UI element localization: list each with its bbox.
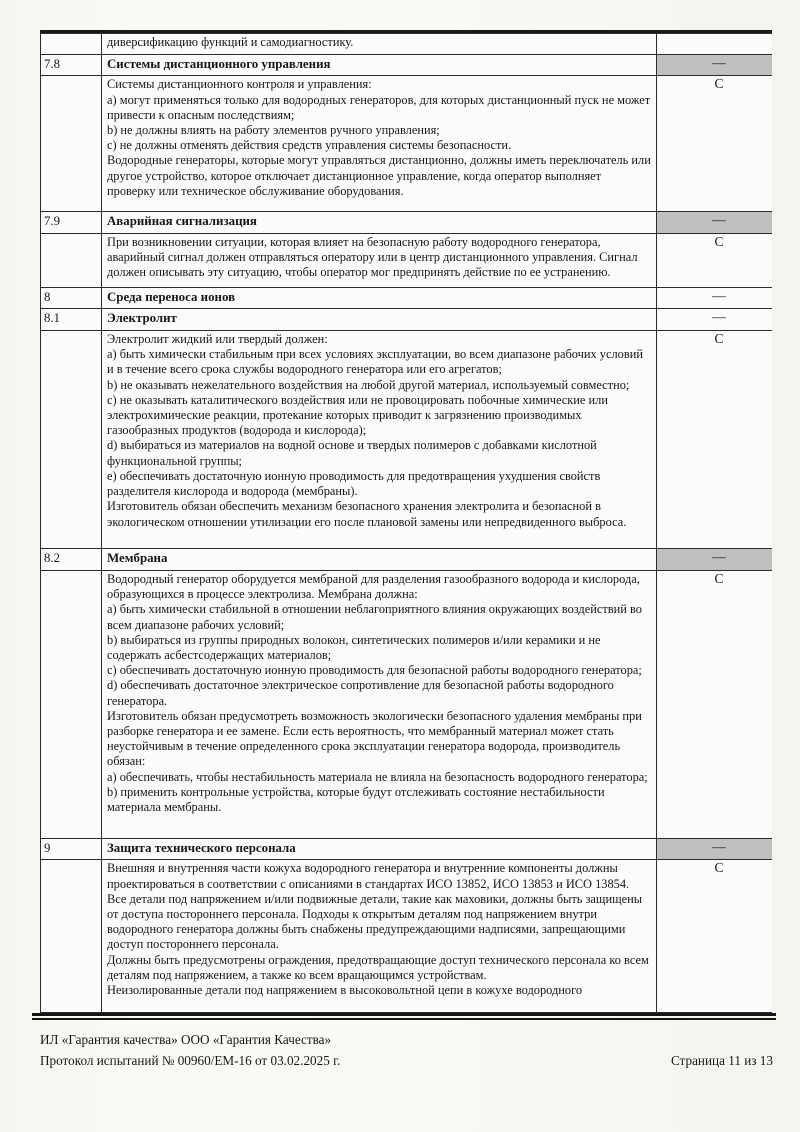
row-title: Защита технического персонала <box>107 840 296 855</box>
footer-page-indicator: Страница 11 из 13 <box>670 1053 773 1068</box>
row-title: Среда переноса ионов <box>107 289 236 304</box>
row-title: Электролит <box>107 311 177 326</box>
table-row <box>41 549 773 571</box>
paragraph: Внешняя и внутренняя части кожуха водородного генератора и внутренние компоненты должны проектироваться в соответствии с описаниями в стандартах ИСО 13852, ИСО 13853 и ИСО 13854. <box>107 861 630 891</box>
row-number <box>41 34 102 55</box>
row-status <box>657 34 773 55</box>
paragraph: Неизолированные детали под напряжением в высоковольтной цепи в кожухе водородного <box>107 983 583 997</box>
paragraph: Все детали под напряжением и/или подвижные детали, такие как маховики, должны быть защищены от доступа постороннего персонала. Подходы к открытым деталям под напряжением внутри водородного генератора должны быть снабжены предупреждающими надписями, запрещающими доступ постороннего персонала. <box>107 891 643 952</box>
row-status: — <box>657 212 773 234</box>
table-body <box>41 34 773 1013</box>
table-row <box>41 838 773 860</box>
row-number <box>41 860 102 1013</box>
paragraph: Водородные генераторы, которые могут управляться дистанционно, должны иметь переключатель или другое устройство, которое отключает дистанционное управление, когда оператор выполняет проверку или техническое обслуживание оборудования. <box>107 153 651 198</box>
paragraph: e) обеспечивать достаточную ионную проводимость для предотвращения ухудшения свойств разделителя кислорода и водорода (мембраны). <box>107 468 601 499</box>
paragraph: b) не должны влиять на работу элементов ручного управления; <box>107 123 440 138</box>
row-status: С <box>657 331 773 549</box>
row-status: — <box>657 309 773 331</box>
paragraph: a) могут применяться только для водородных генераторов, для которых дистанционный пуск не может привести к опасным последствиям; <box>107 92 651 122</box>
footer-divider <box>32 1013 776 1020</box>
row-number <box>41 571 102 839</box>
row-title: Системы дистанционного управления <box>107 56 331 71</box>
paragraph: Должны быть предусмотрены ограждения, предотвращающие доступ технического персонала ко всем деталям под напряжением, а также ко всем вращающимся устройствам. <box>107 952 649 982</box>
table-row <box>41 309 773 331</box>
paragraph: Водородный генератор оборудуется мембраной для разделения газообразного водорода и кислорода, образующихся в процессе электролиза. Мембрана должна: <box>107 572 640 602</box>
row-number: 7.8 <box>41 54 102 76</box>
row-status: — <box>657 287 773 309</box>
row-status: С <box>657 860 773 1013</box>
paragraph: При возникновении ситуации, которая влияет на безопасную работу водородного генератора, аварийный сигнал должен отправляться оператору или в центр дистанционного управления. Сигнал должен описывать эту ситуацию, чтобы оператор мог предпринять действие по ее устранению. <box>107 235 638 280</box>
row-number <box>41 331 102 549</box>
requirements-table-wrap <box>40 30 772 1013</box>
paragraph: Системы дистанционного контроля и управления: <box>107 77 372 92</box>
table-row <box>41 287 773 309</box>
table-row <box>41 212 773 234</box>
row-text <box>102 212 657 234</box>
row-text <box>102 549 657 571</box>
paragraph: b) выбираться из группы природных волокон, синтетических полимеров и/или керамики и не содержать асбестсодержащих материалов; <box>107 632 601 663</box>
page-footer <box>40 1029 773 1071</box>
paragraph: b) применить контрольные устройства, которые будут отслеживать состояние нестабильности материала мембраны. <box>107 784 605 815</box>
paragraph: d) выбираться из материалов на водной основе и твердых полимеров с добавками кислотной функциональной группы; <box>107 438 597 468</box>
row-number: 9 <box>41 838 102 860</box>
row-text <box>102 571 657 839</box>
table-row <box>41 331 773 549</box>
paragraph: a) быть химически стабильной в отношении неблагоприятного влияния окружающих воздействий во всем диапазоне рабочих условий; <box>107 602 642 632</box>
row-text <box>102 309 657 331</box>
row-text <box>102 838 657 860</box>
row-text <box>102 34 657 55</box>
row-status: С <box>657 571 773 839</box>
table-row <box>41 76 773 212</box>
paragraph: Изготовитель обязан обеспечить механизм безопасного хранения электролита и безопасной в экологическом отношении утилизации его после плановой замены или непредвиденного выброса. <box>107 499 627 529</box>
paragraph: b) не оказывать нежелательного воздействия на любой другой материал, используемый совместно; <box>107 377 630 392</box>
row-text <box>102 331 657 549</box>
row-text <box>102 234 657 288</box>
row-status: С <box>657 234 773 288</box>
row-number: 8.1 <box>41 309 102 331</box>
table-row <box>41 860 773 1013</box>
row-title: Аварийная сигнализация <box>107 214 257 229</box>
row-number: 8 <box>41 287 102 309</box>
footer-protocol-line: Протокол испытаний № 00960/ЕМ-16 от 03.02.2025 г. <box>40 1053 341 1068</box>
table-row <box>41 34 773 55</box>
table-row <box>41 54 773 76</box>
paragraph: диверсификацию функций и самодиагностику. <box>107 35 354 49</box>
row-number: 8.2 <box>41 549 102 571</box>
table-row <box>41 571 773 839</box>
row-title: Мембрана <box>107 551 168 566</box>
row-number: 7.9 <box>41 212 102 234</box>
paragraph: Электролит жидкий или твердый должен: <box>107 332 328 347</box>
row-status: С <box>657 76 773 212</box>
row-status: — <box>657 54 773 76</box>
requirements-table <box>40 33 772 1013</box>
paragraph: Изготовитель обязан предусмотреть возможность экологически безопасного удаления мембраны при разборке генератора и ее замене. Если есть вероятность, что мембранный материал может стать неустойчивым в течение определенного срока эксплуатации генератора водорода, производитель обязан: <box>107 708 642 769</box>
paragraph: a) обеспечивать, чтобы нестабильность материала не влияла на безопасность водородного генератора; <box>107 769 648 784</box>
row-number <box>41 234 102 288</box>
table-row <box>41 234 773 288</box>
paragraph: c) не должны отменять действия средств управления системы безопасности. <box>107 138 512 153</box>
paragraph: c) не оказывать каталитического воздействия или не провоцировать побочные химические или электрохимические реакции, протекание которых приводит к загрязнению производимых газообразных продуктов (водорода и кислорода); <box>107 392 608 438</box>
row-text <box>102 76 657 212</box>
row-text <box>102 860 657 1013</box>
row-status: — <box>657 838 773 860</box>
row-number <box>41 76 102 212</box>
row-text <box>102 287 657 309</box>
row-status: — <box>657 549 773 571</box>
paragraph: d) обеспечивать достаточное электрическое сопротивление для безопасной работы водородного генератора. <box>107 678 614 708</box>
row-text <box>102 54 657 76</box>
paragraph: a) быть химически стабильным при всех условиях эксплуатации, во всем диапазоне рабочих условий и в течение всего срока службы водородного генератора или его агрегатов; <box>107 347 643 377</box>
paragraph: c) обеспечивать достаточную ионную проводимость для безопасной работы водородного генератора; <box>107 663 642 678</box>
footer-lab-name: ИЛ «Гарантия качества» ООО «Гарантия Качества» <box>40 1032 332 1047</box>
